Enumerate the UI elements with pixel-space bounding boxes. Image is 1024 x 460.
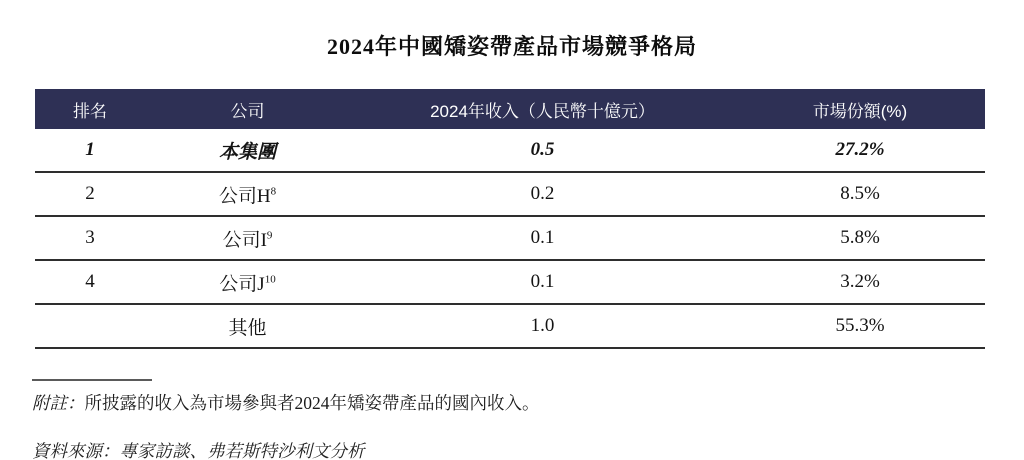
table-row [35,129,985,172]
footnote-ref: 10 [264,273,276,286]
company-cell [145,260,350,304]
footnote-ref: 8 [270,185,277,198]
header-rank: 排名 [35,89,145,129]
company-name: 公司J [219,273,265,295]
footnote-text [32,390,1024,415]
page-title: 2024年中國矯姿帶產品市場競爭格局 [326,34,697,59]
rank-cell: 1 [35,129,145,172]
company-name: 其他 [228,317,267,339]
header-company: 公司 [145,89,350,129]
rank-cell [35,304,145,348]
share-cell: 5.8% [735,216,985,260]
company-cell [145,172,350,216]
header-share: 市場份額(%) [735,89,985,129]
table-row [35,172,985,216]
rank-cell: 3 [35,216,145,260]
table-row [35,260,985,304]
footnote-ref: 9 [266,229,273,242]
table-row [35,304,985,348]
revenue-cell: 0.1 [350,216,735,260]
revenue-cell: 0.2 [350,172,735,216]
share-cell: 55.3% [735,304,985,348]
revenue-cell: 1.0 [350,304,735,348]
rank-cell: 2 [35,172,145,216]
market-competition-table [35,89,985,349]
share-cell: 3.2% [735,260,985,304]
company-cell [145,216,350,260]
data-source-text: 資料來源：專家訪談、弗若斯特沙利文分析 [32,441,365,460]
company-name: 公司I [222,229,267,251]
rank-cell: 4 [35,260,145,304]
footnote-divider [32,379,152,381]
company-cell [145,304,350,348]
footnote-label: 附註： [32,393,85,413]
header-revenue: 2024年收入（人民幣十億元） [350,89,735,129]
revenue-cell: 0.5 [350,129,735,172]
table-row [35,216,985,260]
company-cell [145,129,350,172]
company-name: 公司H [218,185,271,207]
footnote-body: 所披露的收入為市場參與者2024年矯姿帶產品的國內收入。 [84,393,540,413]
share-cell: 27.2% [735,129,985,172]
revenue-cell: 0.1 [350,260,735,304]
company-name: 本集團 [218,141,276,163]
share-cell: 8.5% [735,172,985,216]
table-header-row [35,89,985,129]
